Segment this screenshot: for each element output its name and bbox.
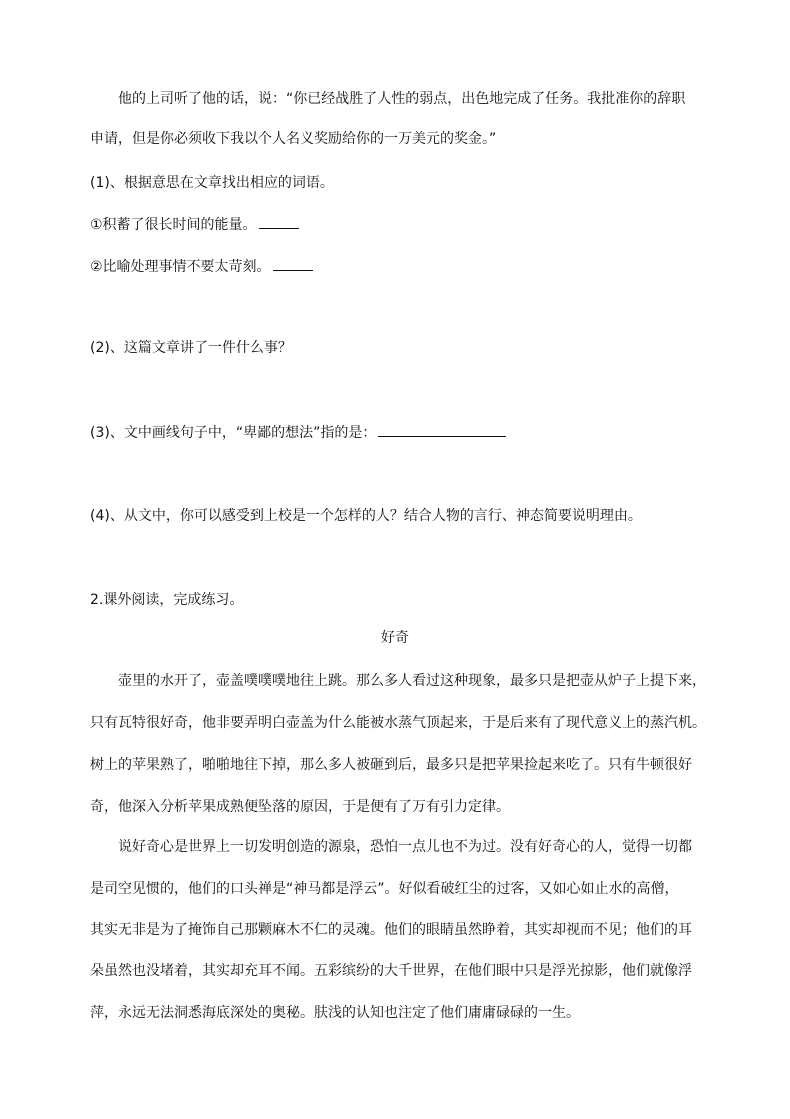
answer-blank-3[interactable] <box>378 423 506 437</box>
article-p1-line-2: 只有瓦特很好奇，他非要弄明白壶盖为什么能被水蒸气顶起来，于是后来有了现代意义上的蒸汽机。 <box>90 715 706 731</box>
question-2-label: (2)、这篇文章讲了一件什么事？ <box>90 340 292 356</box>
article-p1-line-4: 奇，他深入分析苹果成熟便坠落的原因，于是便有了万有引力定律。 <box>90 799 510 815</box>
article-p2-line-5: 萍，永远无法洞悉海底深处的奥秘。肤浅的认知也注定了他们庸庸碌碌的一生。 <box>90 1005 580 1021</box>
answer-blank-1[interactable] <box>259 215 299 229</box>
article-p2-line-3: 其实无非是为了掩饰自己那颗麻木不仁的灵魂。他们的眼睛虽然睁着，其实却视而不见；他们的耳 <box>90 922 692 938</box>
article-p1-line-3: 树上的苹果熟了，啪啪地往下掉，那么多人被砸到后，最多只是把苹果捡起来吃了。只有牛顿很好 <box>90 757 692 773</box>
article-p1-line-1: 壶里的水开了，壶盖噗噗噗地往上跳。那么多人看过这种现象，最多只是把壶从炉子上提下来， <box>118 673 706 689</box>
article-title: 好奇 <box>381 630 409 646</box>
passage1-line-1: 他的上司听了他的话，说：“你已经战胜了人性的弱点，出色地完成了任务。我批准你的辞职 <box>118 91 686 107</box>
question-3-label: (3)、文中画线句子中，“卑鄙的想法”指的是： <box>90 425 377 441</box>
article-p2-line-4: 朵虽然也没堵着，其实却充耳不闻。五彩缤纷的大千世界，在他们眼中只是浮光掠影，他们就像浮 <box>90 963 692 979</box>
question-1-item-2-text: ②比喻处理事情不要太苛刻。 <box>90 259 271 275</box>
article-p2-line-2: 是司空见惯的，他们的口头禅是“神马都是浮云”。好似看破红尘的过客，又如心如止水的高僧， <box>90 881 679 897</box>
question-1-item-1 <box>90 215 299 234</box>
question-1-item-1-text: ①积蓄了很长时间的能量。 <box>90 217 257 233</box>
question-1-label: (1)、根据意思在文章找出相应的词语。 <box>90 175 334 191</box>
question-1-item-2 <box>90 257 313 276</box>
passage1-line-2: 申请，但是你必须收下我以个人名义奖励给你的一万美元的奖金。” <box>90 131 497 147</box>
section-2-heading: 2.课外阅读，完成练习。 <box>90 592 244 608</box>
article-p2-line-1: 说好奇心是世界上一切发明创造的源泉，恐怕一点儿也不为过。没有好奇心的人，觉得一切都 <box>118 839 692 855</box>
question-3 <box>90 423 506 442</box>
question-4-label: (4)、从文中，你可以感受到上校是一个怎样的人？结合人物的言行、神态简要说明理由。 <box>90 508 642 524</box>
answer-blank-2[interactable] <box>273 257 313 271</box>
